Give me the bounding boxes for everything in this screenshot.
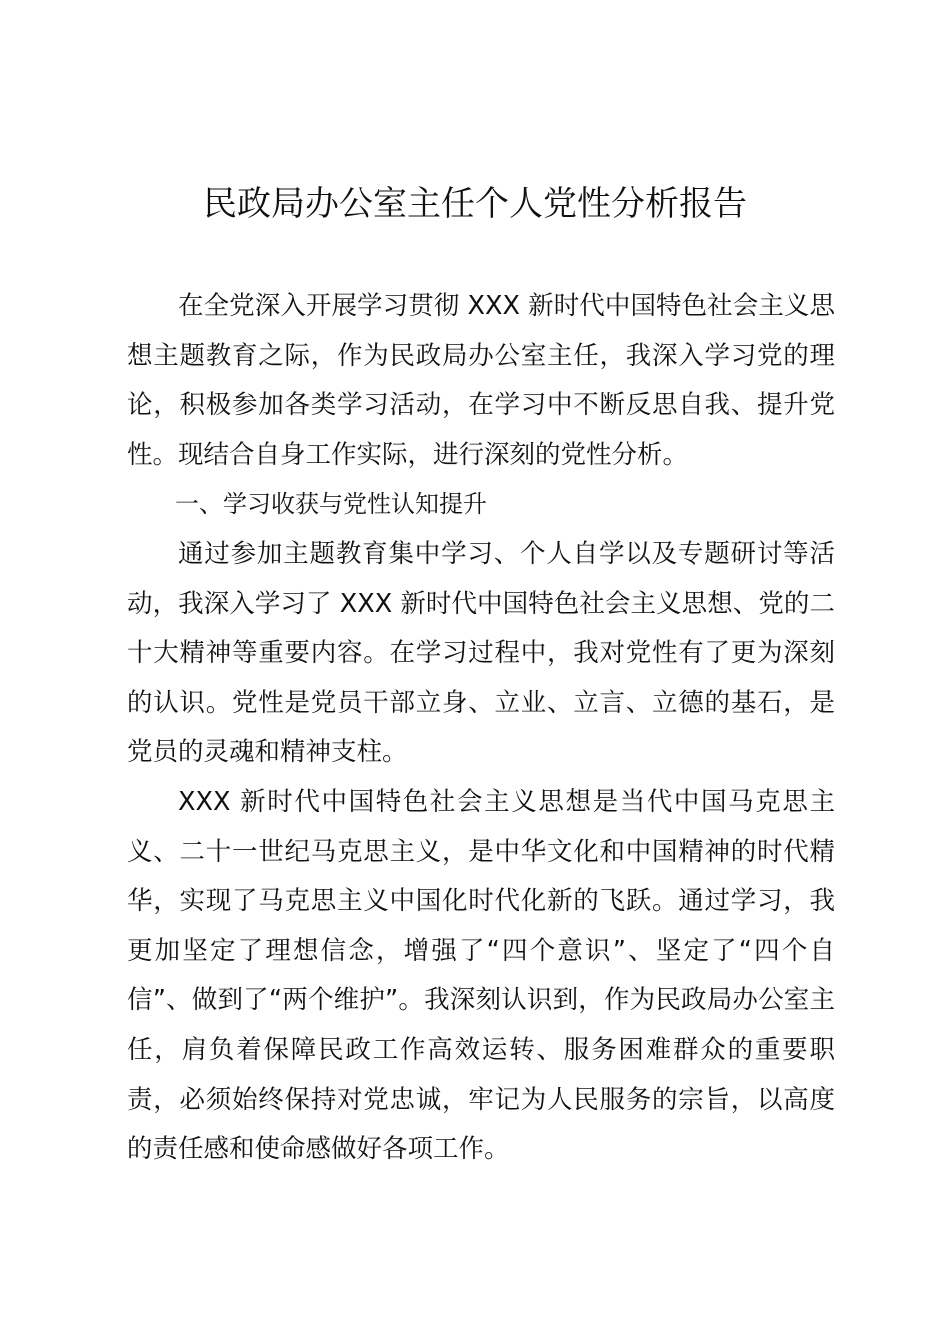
paragraph-thought: XXX 新时代中国特色社会主义思想是当代中国马克思主义、二十一世纪马克思主义，是中华文化和中国精神的时代精华，实现了马克思主义中国化时代化新的飞跃。通过学习，我更加坚定了理想信念，增强了“四个意识”、坚定了“四个自信”、做到了“两个维护”。我深刻认识到，作为民政局办公室主任，肩负着保障民政工作高效运转、服务困难群众的重要职责，必须始终保持对党忠诚，牢记为人民服务的宗旨，以高度的责任感和使命感做好各项工作。 bbox=[127, 786, 835, 1165]
document-title: 民政局办公室主任个人党性分析报告 bbox=[203, 184, 747, 224]
document-body bbox=[127, 282, 835, 1175]
paragraph-learning: 通过参加主题教育集中学习、个人自学以及专题研讨等活动，我深入学习了 XXX 新时代中国特色社会主义思想、党的二十大精神等重要内容。在学习过程中，我对党性有了更为深刻的认识。党性是党员干部立身、立业、立言、立德的基石，是党员的灵魂和精神支柱。 bbox=[127, 538, 835, 768]
paragraph-intro: 在全党深入开展学习贯彻 XXX 新时代中国特色社会主义思想主题教育之际，作为民政局办公室主任，我深入学习党的理论，积极参加各类学习活动，在学习中不断反思自我、提升党性。现结合自身工作实际，进行深刻的党性分析。 bbox=[127, 291, 835, 470]
section-heading-1: 一、学习收获与党性认知提升 bbox=[175, 490, 487, 519]
